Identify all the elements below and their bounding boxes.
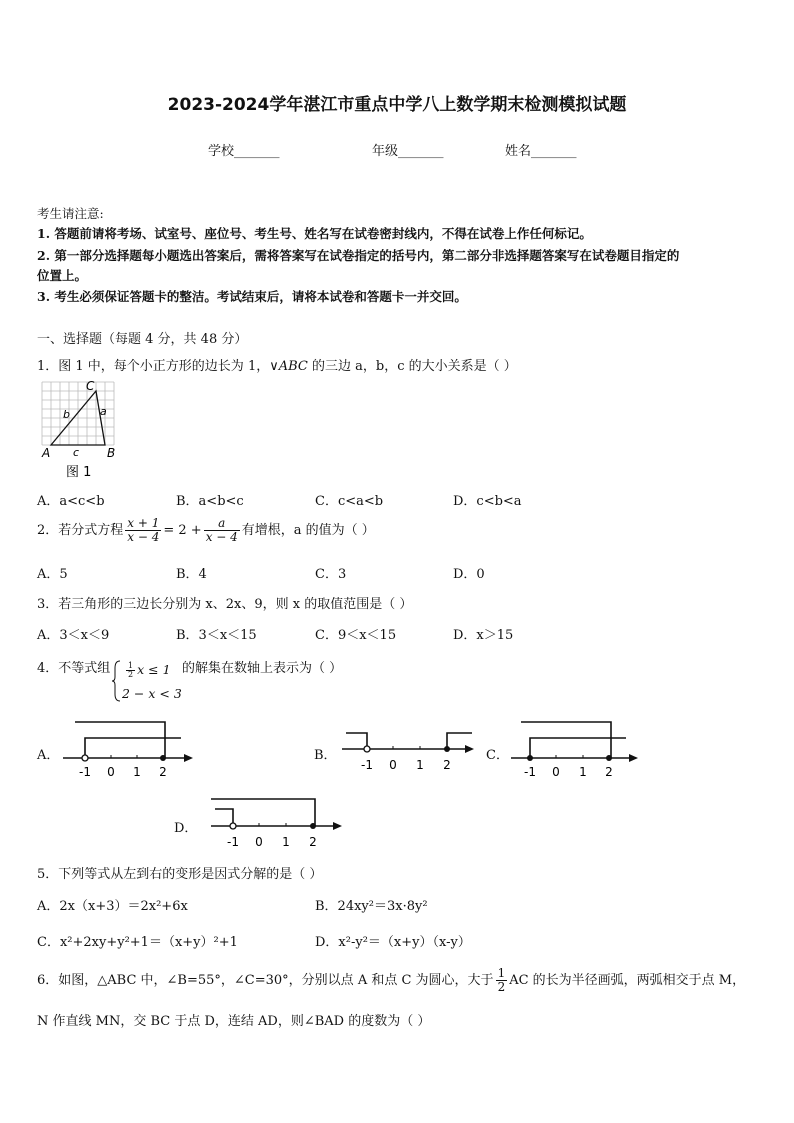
q6-stem-line1: 6．如图，△ABC 中，∠B=55°，∠C=30°，分别以点 A 和点 C 为圆心，大于 $\frac{1}{2}$ AC 的长为半径画弧，两弧相交于点 M， [37,966,746,994]
side-b-label: b [63,408,70,421]
q1-option-b[interactable]: B．a<b<c [176,494,244,509]
tick-label: 1 [282,835,290,849]
q4-stem-pre: 4．不等式组 [37,661,111,676]
notice-item-2-cont: 位置上。 [37,268,88,283]
grade-field: 年级_______ [372,144,444,159]
tick-label: -1 [361,758,373,772]
tick-label: 0 [552,765,560,779]
tick-label: 1 [133,765,141,779]
tick-label: 2 [605,765,613,779]
tick-label: 2 [309,835,317,849]
q4-option-c-numberline[interactable] [505,717,645,779]
q2-option-c[interactable]: C．3 [315,567,347,582]
tick-label: 1 [579,765,587,779]
vertex-b-label: B [107,446,116,460]
q5-option-b[interactable]: B．24xy²＝3x·8y² [315,899,428,914]
q1-option-a[interactable]: A．a<c<b [37,494,105,509]
vertex-a-label: A [42,446,51,460]
q1-grid-figure [38,378,124,482]
q3-option-b[interactable]: B．3＜x＜15 [176,628,257,643]
tick-label: 2 [443,758,451,772]
q4-option-a-label[interactable]: A． [37,748,60,763]
q1-option-d[interactable]: D．c<b<a [453,494,522,509]
q5-stem: 5．下列等式从左到右的变形是因式分解的是（ ） [37,867,323,882]
vertex-c-label: C [86,379,95,393]
tick-label: 0 [107,765,115,779]
q5-option-c[interactable]: C．x²+2xy+y²+1＝（x+y）²+1 [37,935,238,950]
tick-label: 0 [255,835,263,849]
school-field: 学校_______ [208,144,280,159]
side-a-label: a [100,405,107,418]
notice-item-3: 3. 考生必须保证答题卡的整洁。考试结束后，请将本试卷和答题卡一并交回。 [37,289,467,304]
figure-caption: 图 1 [66,465,92,480]
tick-label: 0 [389,758,397,772]
q5-option-d[interactable]: D．x²-y²＝（x+y）（x-y） [315,935,471,950]
q4-stem-post: 的解集在数轴上表示为（ ） [182,661,343,676]
q4-option-d-label[interactable]: D． [174,821,198,836]
notice-item-1: 1. 答题前请将考场、试室号、座位号、考生号、姓名写在试卷密封线内，不得在试卷上作任何标记。 [37,226,592,241]
side-c-label: c [73,446,80,459]
q4-option-b-label[interactable]: B． [314,748,337,763]
q3-option-d[interactable]: D．x＞15 [453,628,514,643]
q4-inequality-1: $\frac{1}{2}$ x ≤ 1 [128,661,171,679]
name-field: 姓名_______ [505,144,577,159]
q3-option-c[interactable]: C．9＜x＜15 [315,628,397,643]
tick-label: 1 [416,758,424,772]
q6-stem-line2: N 作直线 MN，交 BC 于点 D，连结 AD，则∠BAD 的度数为（ ） [37,1014,431,1029]
q4-option-a-numberline[interactable] [55,717,200,779]
q4-option-d-numberline[interactable] [205,794,347,852]
q4-brace [112,660,122,702]
tick-label: 2 [159,765,167,779]
notice-heading: 考生请注意: [37,206,104,221]
q5-option-a[interactable]: A．2x（x+3）＝2x²+6x [37,899,188,914]
q2-option-a[interactable]: A．5 [37,567,68,582]
q1-stem: 1．图 1 中，每个小正方形的边长为 1，∨ABC 的三边 a，b，c 的大小关系是（ ） [37,359,517,374]
tick-label: -1 [524,765,536,779]
q3-option-a[interactable]: A．3＜x＜9 [37,628,110,643]
q4-option-b-numberline[interactable] [336,724,486,776]
q3-stem: 3．若三角形的三边长分别为 x、2x、9，则 x 的取值范围是（ ） [37,597,413,612]
tick-label: -1 [79,765,91,779]
q4-option-c-label[interactable]: C． [486,748,509,763]
page-title: 2023-2024学年湛江市重点中学八上数学期末检测模拟试题 [167,95,627,115]
q2-option-d[interactable]: D．0 [453,567,485,582]
q2-option-b[interactable]: B．4 [176,567,207,582]
section-heading: 一、选择题（每题 4 分，共 48 分） [37,332,248,347]
q2-stem: 2．若分式方程 $\frac{x + 1}{x - 4}$ = 2 + $\frac{a}{x - 4}$ 有增根，a 的值为（ ） [37,516,375,544]
q4-inequality-2: 2 − x < 3 [122,686,182,701]
notice-item-2: 2. 第一部分选择题每小题选出答案后，需将答案写在试卷指定的括号内，第二部分非选择题答案写在试卷题目指定的 [37,248,680,263]
q1-option-c[interactable]: C．c<a<b [315,494,384,509]
tick-label: -1 [227,835,239,849]
